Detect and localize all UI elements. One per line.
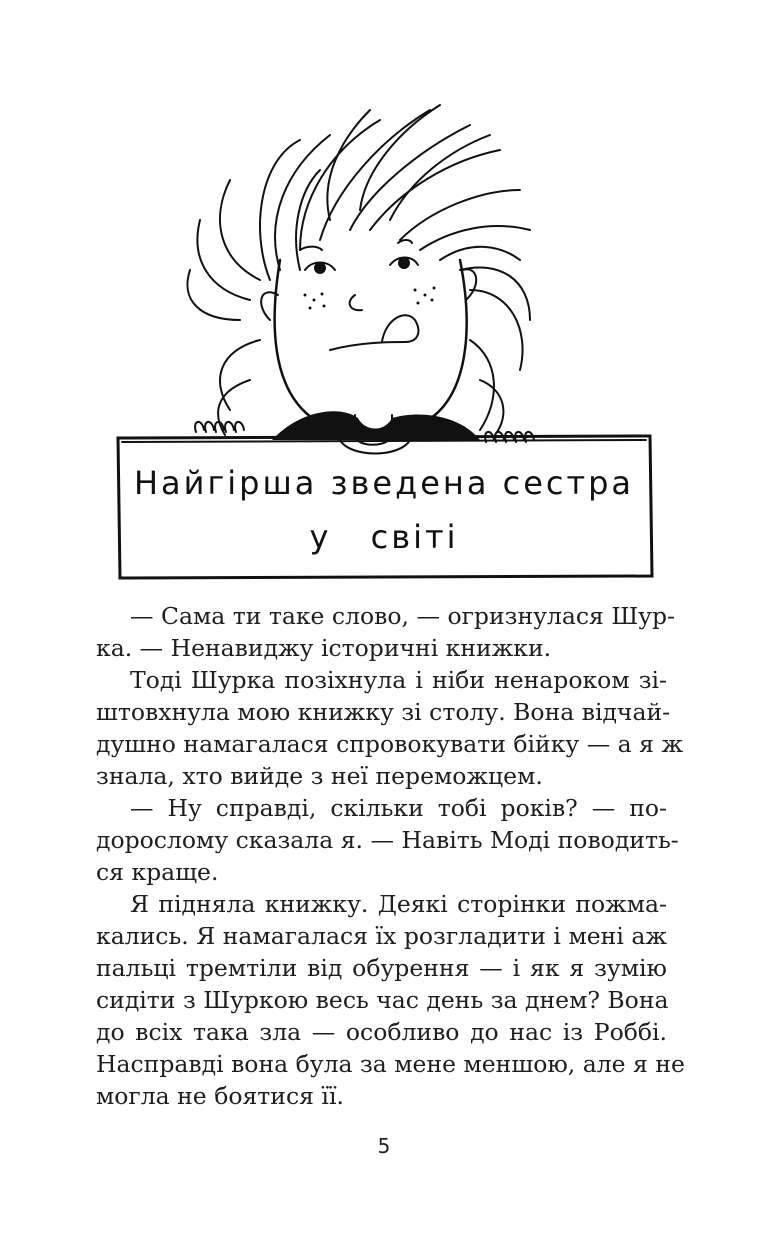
sign-line-1: Найгірша зведена сестра [133,464,635,502]
text-line: штовхнула мою книжку зі столу. Вона відчай- [96,698,671,726]
text-line: знала, хто вийде з неї переможцем. [96,762,543,790]
text-line: Я підняла книжку. Деякі сторінки пожма- [130,890,667,918]
text-line: пальці тремтіли від обурення — і як я зумію [96,954,667,982]
text-line: сидіти з Шуркою весь час день за днем? Вона [96,986,669,1014]
text-line: — Ну справді, скільки тобі років? — по- [130,794,667,822]
sign-line-2: у світі [309,518,459,556]
text-line: Тоді Шурка позіхнула і ніби ненароком зі- [130,666,667,694]
text-line: дорослому сказала я. — Навіть Моді поводить- [96,826,679,854]
girl-holding-sign-illustration [100,80,670,590]
page-number: 5 [377,1134,391,1158]
text-line: — Сама ти таке слово, — огризнулася Шур- [130,602,675,630]
text-line: могла не боятися її. [96,1082,344,1110]
text-line: до всіх така зла — особливо до нас із Роббі. [96,1018,667,1046]
text-line: ся краще. [96,858,219,886]
text-line: ка. — Ненавиджу історичні книжки. [96,634,552,662]
body-text [96,600,685,1112]
text-line: Насправді вона була за мене меншою, але я не [96,1050,685,1078]
girl-drawing [100,80,670,590]
text-line: кались. Я намагалася їх розгладити і мені аж [96,922,667,950]
text-line: душно намагалася спровокувати бійку — а я ж [96,730,684,758]
